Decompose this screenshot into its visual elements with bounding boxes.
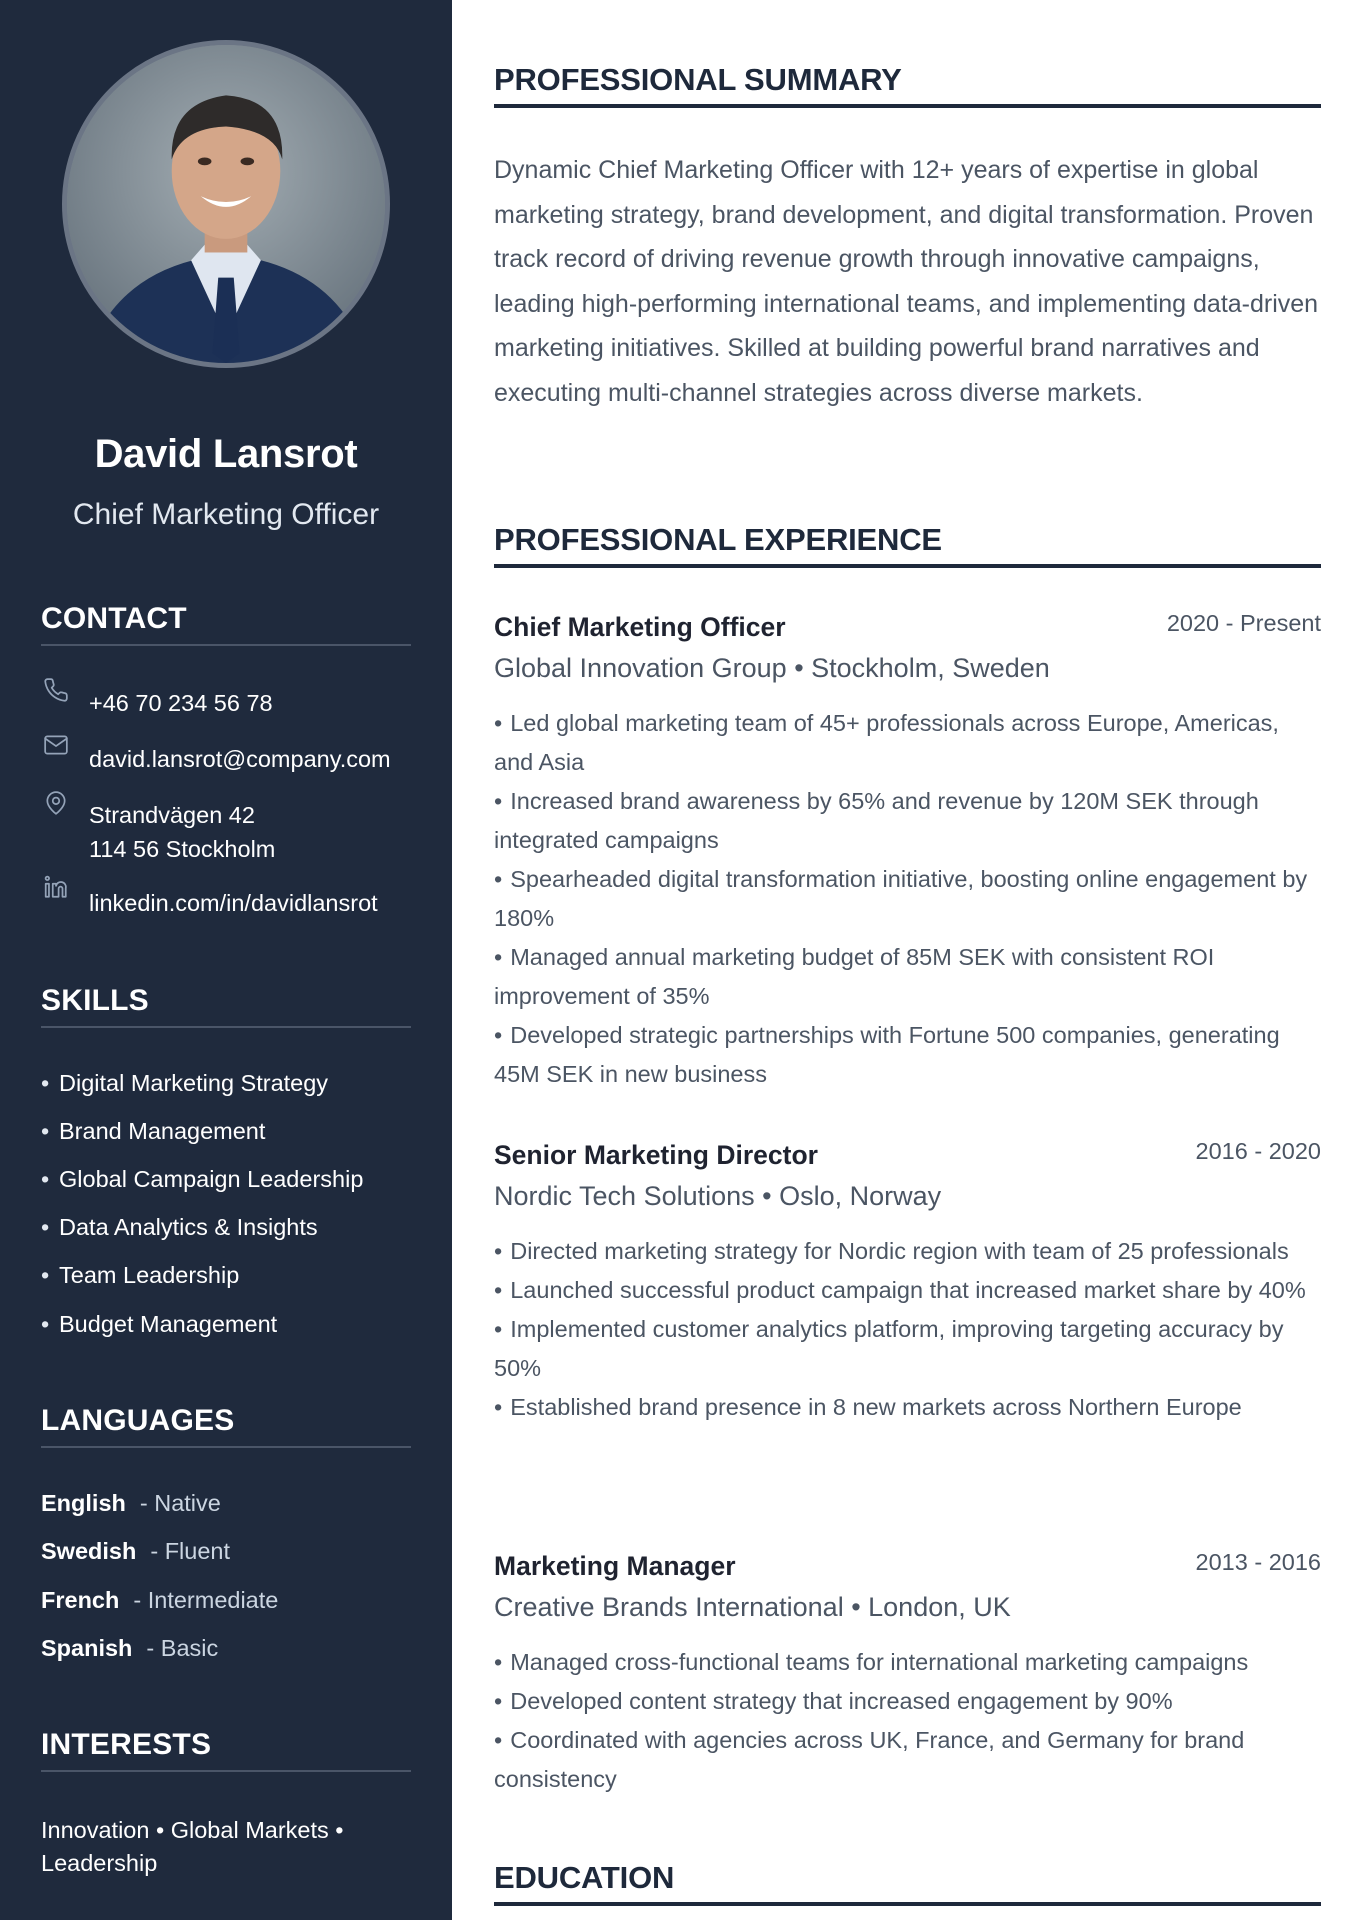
phone-icon xyxy=(43,677,69,703)
job-title: Chief Marketing Officer xyxy=(494,612,786,642)
job-dates: 2013 - 2016 xyxy=(1195,1549,1321,1575)
phone-number[interactable]: +46 70 234 56 78 xyxy=(89,690,273,716)
skill-item: • Digital Marketing Strategy xyxy=(41,1070,329,1096)
language-item: Swedish - Fluent xyxy=(41,1538,231,1564)
email-address[interactable]: david.lansrot@company.com xyxy=(89,746,391,772)
job-company: Creative Brands International • London, UK xyxy=(494,1592,1011,1622)
bullet-item: • Established brand presence in 8 new markets across Northern Europe xyxy=(494,1388,1321,1427)
language-item: French - Intermediate xyxy=(41,1587,279,1613)
job-title: Marketing Manager xyxy=(494,1551,736,1581)
job-bullets xyxy=(494,1643,1321,1799)
job-dates: 2020 - Present xyxy=(1166,610,1321,636)
skill-item: • Brand Management xyxy=(41,1118,266,1144)
skill-item: • Global Campaign Leadership xyxy=(41,1166,364,1192)
job-company: Nordic Tech Solutions • Oslo, Norway xyxy=(494,1181,942,1211)
person-role: Chief Marketing Officer xyxy=(72,498,380,531)
summary-heading: PROFESSIONAL SUMMARY xyxy=(494,62,1321,108)
job-entry xyxy=(494,1549,1321,1799)
job-entry xyxy=(494,610,1321,1090)
job-company: Global Innovation Group • Stockholm, Sweden xyxy=(494,653,1050,683)
main-content xyxy=(494,0,1321,1920)
job-title: Senior Marketing Director xyxy=(494,1140,818,1170)
job-bullets xyxy=(494,1232,1321,1427)
profile-photo xyxy=(62,40,390,368)
portrait-image xyxy=(67,45,385,363)
job-entry xyxy=(494,1138,1321,1508)
summary-text: Dynamic Chief Marketing Officer with 12+ years of expertise in global marketing strategy, brand development, and digital transformation. Proven track record of driving revenue growth through innovative campaigns, leading high-performing international teams, and implementing data-driven marketing initiatives. Skilled at building powerful brand narratives and executing multi-channel strategies across diverse markets. xyxy=(494,156,1319,407)
contact-heading: CONTACT xyxy=(41,602,411,646)
bullet-item: • Managed cross-functional teams for international marketing campaigns xyxy=(494,1643,1321,1682)
map-pin-icon xyxy=(43,790,69,816)
linkedin-icon xyxy=(43,874,69,900)
language-item: Spanish - Basic xyxy=(41,1635,219,1661)
bullet-item: • Managed annual marketing budget of 85M SEK with consistent ROI improvement of 35% xyxy=(494,938,1321,1016)
sidebar xyxy=(0,0,452,1920)
bullet-item: • Developed content strategy that increased engagement by 90% xyxy=(494,1682,1321,1721)
job-bullets xyxy=(494,704,1321,1094)
skills-heading: SKILLS xyxy=(41,984,411,1028)
interests-text: Innovation • Global Markets • Leadership xyxy=(41,1817,344,1876)
bullet-item: • Coordinated with agencies across UK, France, and Germany for brand consistency xyxy=(494,1721,1321,1799)
languages-heading: LANGUAGES xyxy=(41,1404,411,1448)
skill-item: • Budget Management xyxy=(41,1311,278,1337)
bullet-item: • Developed strategic partnerships with Fortune 500 companies, generating 45M SEK in new business xyxy=(494,1016,1321,1094)
bullet-item: • Led global marketing team of 45+ professionals across Europe, Americas, and Asia xyxy=(494,704,1321,782)
languages-section xyxy=(41,1404,411,1674)
experience-heading: PROFESSIONAL EXPERIENCE xyxy=(494,522,1321,568)
address-line-2: 114 56 Stockholm xyxy=(89,836,276,862)
bullet-item: • Directed marketing strategy for Nordic region with team of 25 professionals xyxy=(494,1232,1321,1271)
contact-section xyxy=(41,602,411,922)
linkedin-url[interactable]: linkedin.com/in/davidlansrot xyxy=(89,890,378,916)
job-dates: 2016 - 2020 xyxy=(1195,1138,1321,1164)
bullet-item: • Spearheaded digital transformation initiative, boosting online engagement by 180% xyxy=(494,860,1321,938)
language-item: English - Native xyxy=(41,1490,221,1516)
interests-section xyxy=(41,1728,411,1898)
bullet-item: • Implemented customer analytics platform, improving targeting accuracy by 50% xyxy=(494,1310,1321,1388)
bullet-item: • Increased brand awareness by 65% and revenue by 120M SEK through integrated campaigns xyxy=(494,782,1321,860)
skill-item: • Team Leadership xyxy=(41,1262,240,1288)
interests-heading: INTERESTS xyxy=(41,1728,411,1772)
person-name: David Lansrot xyxy=(94,432,358,476)
mail-icon xyxy=(43,732,69,758)
skill-item: • Data Analytics & Insights xyxy=(41,1214,318,1240)
address-line-1: Strandvägen 42 xyxy=(89,802,255,828)
bullet-item: • Launched successful product campaign that increased market share by 40% xyxy=(494,1271,1321,1310)
education-heading: EDUCATION xyxy=(494,1860,1321,1906)
skills-section xyxy=(41,984,411,1344)
